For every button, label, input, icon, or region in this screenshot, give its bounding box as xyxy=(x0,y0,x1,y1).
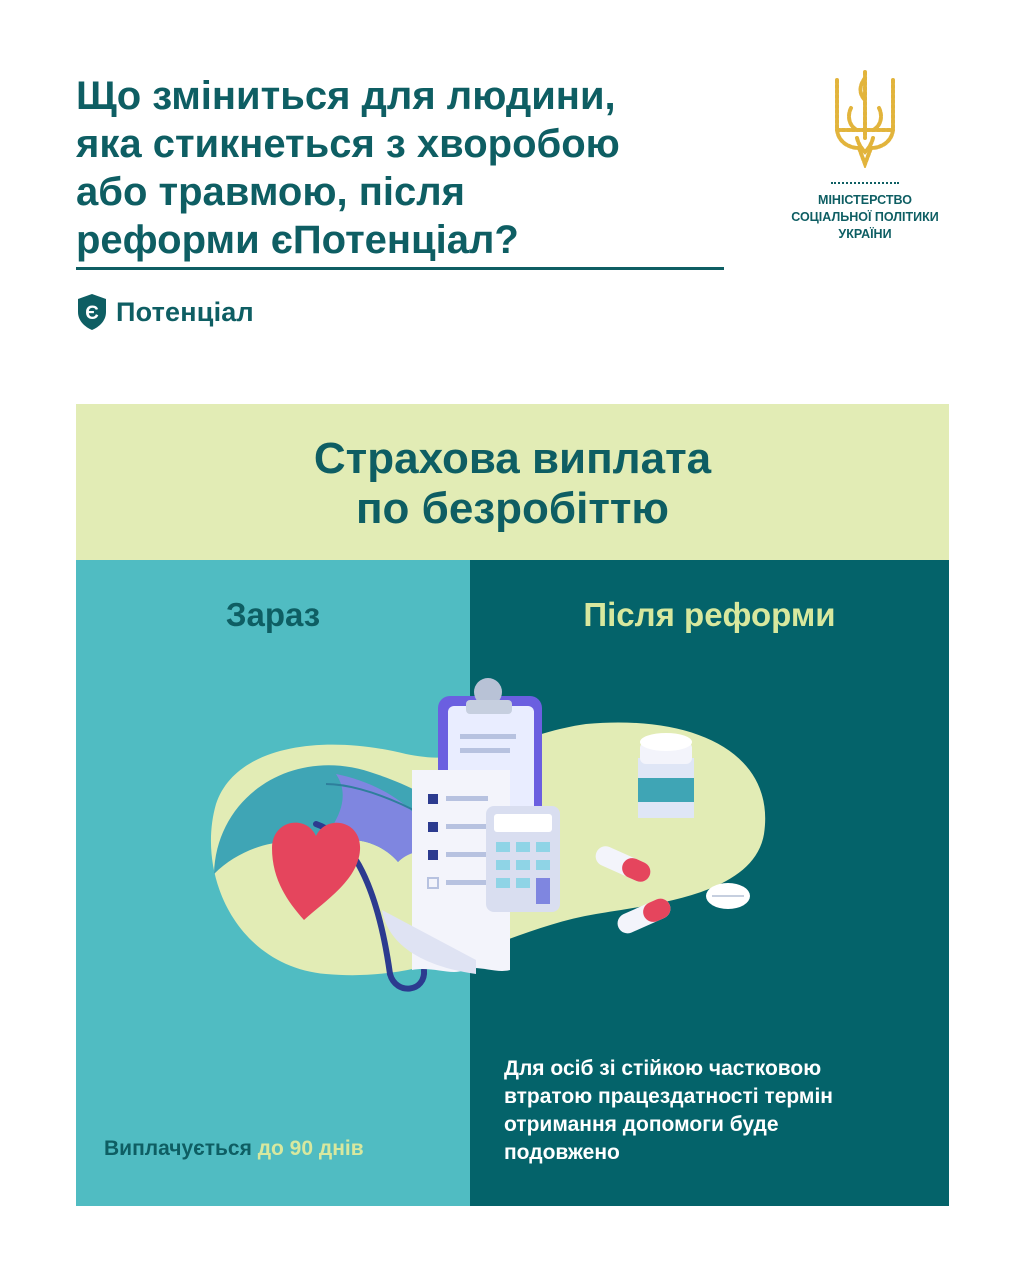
illustration xyxy=(176,674,816,1004)
card-title xyxy=(76,434,949,534)
page-title xyxy=(76,72,736,264)
brand-logo-letter: Є xyxy=(85,303,99,324)
ministry-name-line: СОЦІАЛЬНОЇ ПОЛІТИКИ xyxy=(791,210,939,224)
title-divider xyxy=(76,267,724,270)
brand-name: Потенціал xyxy=(116,296,254,327)
after-description-line: подовжено xyxy=(504,1141,620,1164)
card-title-line: по безробіттю xyxy=(355,484,670,533)
page-title-line: яка стикнеться з хворобою xyxy=(76,122,620,166)
brand-logo xyxy=(76,292,254,332)
page-title-line: реформи єПотенціал? xyxy=(76,218,519,262)
after-reform-description xyxy=(504,1055,934,1167)
after-description-line: втратою працездатності термін xyxy=(504,1085,833,1108)
tablet-icon xyxy=(706,883,750,909)
after-description-line: отримання допомоги буде xyxy=(504,1113,779,1136)
ministry-divider xyxy=(831,182,899,184)
page-title-line: Що зміниться для людини, xyxy=(76,74,616,118)
card-title-line: Страхова виплата xyxy=(313,434,712,483)
after-description-line: Для осіб зі стійкою частковою xyxy=(504,1057,822,1080)
label-after-reform: Після реформи xyxy=(583,596,836,633)
label-now: Зараз xyxy=(225,596,321,633)
shield-logo-icon xyxy=(76,293,108,331)
trident-emblem-icon xyxy=(829,68,901,168)
now-description xyxy=(104,1137,364,1161)
now-description-duration: до 90 днів xyxy=(257,1137,364,1160)
ministry-logo xyxy=(772,68,958,243)
now-description-text: Виплачується xyxy=(104,1137,258,1160)
ministry-name xyxy=(772,192,958,243)
calculator-icon xyxy=(486,806,560,912)
page-title-line: або травмою, після xyxy=(76,170,465,214)
pill-bottle-icon xyxy=(638,733,694,818)
ministry-name-line: МІНІСТЕРСТВО xyxy=(818,193,912,207)
ministry-name-line: УКРАЇНИ xyxy=(838,227,892,241)
comparison-card xyxy=(76,404,949,1206)
